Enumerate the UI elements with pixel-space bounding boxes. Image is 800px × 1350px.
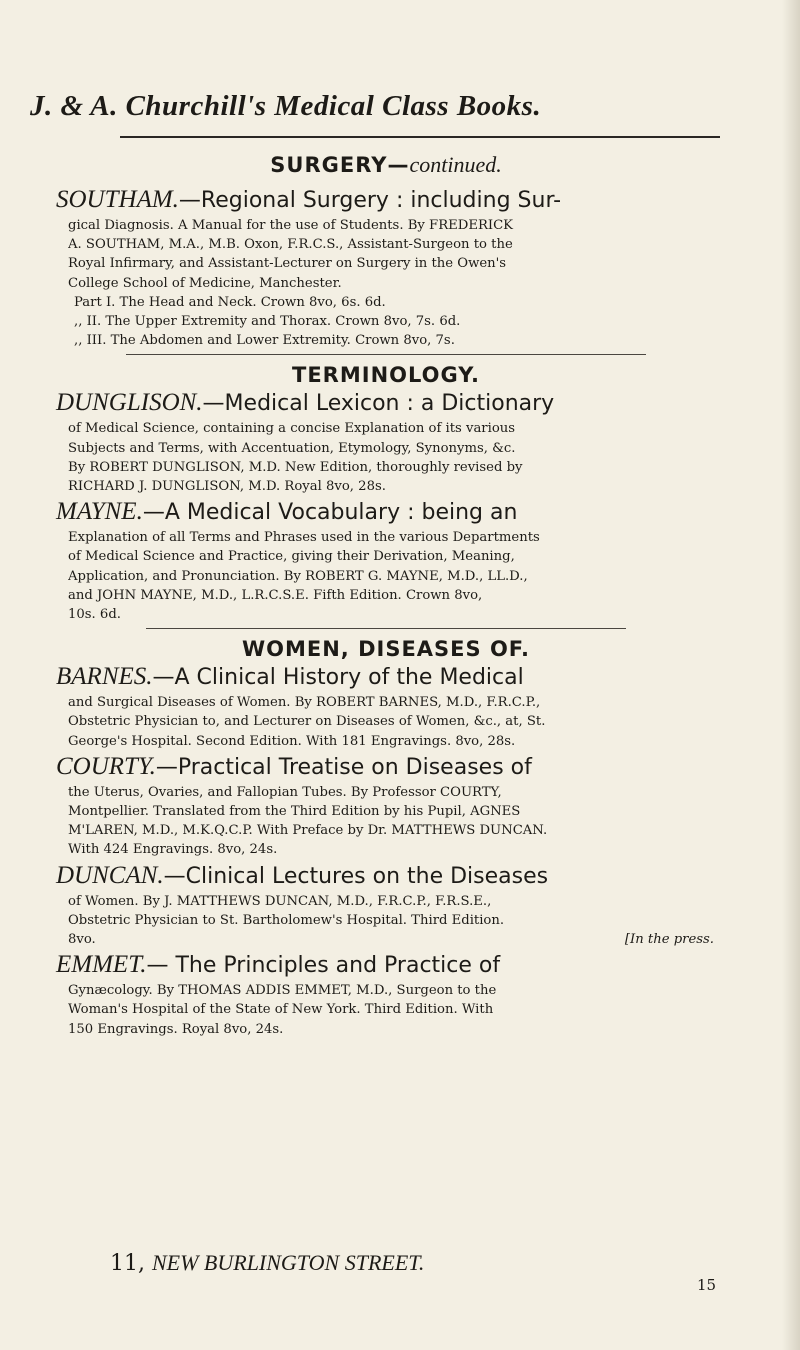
entry-part: Part I. The Head and Neck. Crown 8vo, 6s. 6d.	[74, 294, 386, 310]
publisher-address	[110, 1250, 424, 1276]
entry-body	[68, 528, 714, 624]
entry-line	[68, 930, 714, 949]
section-divider	[126, 354, 646, 355]
section-title-women: WOMEN, DISEASES OF.	[241, 637, 531, 662]
entry-emmet	[56, 949, 716, 1039]
entry-title: —Practical Treatise on Diseases of	[155, 754, 532, 780]
address-number: 11,	[110, 1251, 152, 1276]
entry-line: Montpellier. Translated from the Third Edition by his Pupil, AGNES	[68, 804, 521, 820]
entry-heading	[56, 949, 716, 981]
entry-heading	[56, 661, 716, 693]
entry-dunglison	[56, 387, 716, 496]
entry-line: George's Hospital. Second Edition. With 181 Engravings. 8vo, 28s.	[68, 733, 516, 749]
entry-line: 10s. 6d.	[68, 607, 121, 623]
entry-author: COURTY.	[56, 752, 156, 780]
entry-line: 150 Engravings. Royal 8vo, 24s.	[68, 1021, 284, 1037]
entry-line: and Surgical Diseases of Women. By ROBERT BARNES, M.D., F.R.C.P.,	[68, 695, 541, 711]
entry-heading	[56, 387, 716, 419]
entry-barnes	[56, 661, 716, 751]
entry-line: By ROBERT DUNGLISON, M.D. New Edition, thoroughly revised by	[68, 459, 523, 475]
address-street: NEW BURLINGTON STREET.	[151, 1250, 425, 1275]
entry-part: ,, III. The Abdomen and Lower Extremity. Crown 8vo, 7s.	[74, 333, 455, 349]
entry-line: Obstetric Physician to, and Lecturer on Diseases of Women, &c., at, St.	[68, 714, 546, 730]
entry-line: Obstetric Physician to St. Bartholomew's Hospital. Third Edition.	[68, 912, 505, 928]
entry-title: —A Clinical History of the Medical	[152, 665, 524, 691]
entry-line: and JOHN MAYNE, M.D., L.R.C.S.E. Fifth Edition. Crown 8vo,	[68, 587, 483, 603]
entry-southam	[56, 184, 716, 350]
section-title-terminology: TERMINOLOGY.	[292, 363, 480, 388]
running-header: J. & A. Churchill's Medical Class Books.	[30, 90, 542, 122]
entry-line: With 424 Engravings. 8vo, 24s.	[68, 842, 278, 858]
entry-line: College School of Medicine, Manchester.	[68, 275, 342, 291]
entry-line: of Medical Science, containing a concise Explanation of its various	[68, 421, 516, 437]
entry-line: Royal Infirmary, and Assistant-Lecturer on Surgery in the Owen's	[68, 256, 507, 272]
page-number: 15	[697, 1276, 717, 1294]
entry-line: Woman's Hospital of the State of New York. Third Edition. With	[68, 1002, 494, 1018]
entry-line: the Uterus, Ovaries, and Fallopian Tubes. By Professor COURTY,	[68, 784, 502, 800]
entry-line: gical Diagnosis. A Manual for the use of Students. By FREDERICK	[68, 218, 514, 233]
section-title-surgery	[56, 152, 716, 178]
entry-line: Explanation of all Terms and Phrases used in the various Departments	[68, 530, 540, 546]
entry-heading	[56, 751, 716, 783]
content-column	[56, 152, 716, 1039]
entry-line: A. SOUTHAM, M.A., M.B. Oxon, F.R.C.S., Assistant-Surgeon to the	[68, 237, 513, 253]
entry-courty	[56, 751, 716, 860]
entry-line: Application, and Pronunciation. By ROBERT G. MAYNE, M.D., LL.D.,	[68, 568, 528, 584]
entry-line: RICHARD J. DUNGLISON, M.D. Royal 8vo, 28s.	[68, 479, 386, 495]
entry-line: of Women. By J. MATTHEWS DUNCAN, M.D., F.R.C.P., F.R.S.E.,	[68, 893, 492, 909]
entry-title: —Medical Lexicon : a Dictionary	[202, 391, 555, 417]
entry-part: ,, II. The Upper Extremity and Thorax. Crown 8vo, 7s. 6d.	[74, 314, 461, 330]
entry-mayne	[56, 496, 716, 624]
entry-line: Subjects and Terms, with Accentuation, Etymology, Synonyms, &c.	[68, 440, 516, 456]
entry-body	[68, 981, 714, 1039]
entry-body	[68, 783, 714, 860]
entry-body	[68, 216, 714, 293]
entry-title: —Regional Surgery : including Sur-	[178, 188, 562, 213]
header-rule	[120, 136, 720, 138]
page-edge-shadow	[782, 0, 800, 1350]
entry-line: of Medical Science and Practice, giving their Derivation, Meaning,	[68, 549, 515, 565]
entry-heading	[56, 860, 716, 892]
entry-body	[68, 693, 714, 751]
section-title-text: SURGERY—	[270, 153, 410, 177]
entry-duncan	[56, 860, 716, 950]
entry-title: — The Principles and Practice of	[146, 953, 501, 979]
entry-title: —A Medical Vocabulary : being an	[142, 500, 518, 526]
entry-body	[68, 892, 714, 950]
entry-body	[68, 419, 714, 496]
press-note: [In the press.	[624, 932, 714, 948]
entry-line: M'LAREN, M.D., M.K.Q.C.P. With Preface by Dr. MATTHEWS DUNCAN.	[68, 823, 548, 839]
entry-author: MAYNE.	[56, 498, 143, 526]
entry-line: Gynæcology. By THOMAS ADDIS EMMET, M.D., Surgeon to the	[68, 983, 497, 999]
entry-heading	[56, 184, 716, 216]
entry-title: —Clinical Lectures on the Diseases	[163, 863, 549, 889]
entry-author: SOUTHAM.	[56, 186, 179, 213]
section-divider	[146, 628, 626, 629]
entry-author: DUNCAN.	[56, 861, 164, 889]
entry-author: EMMET.	[56, 951, 147, 979]
section-continued: continued.	[409, 152, 502, 177]
entry-line-text: 8vo.	[68, 932, 96, 948]
entry-author: DUNGLISON.	[56, 389, 203, 417]
entry-heading	[56, 496, 716, 528]
entry-author: BARNES.	[56, 663, 153, 691]
